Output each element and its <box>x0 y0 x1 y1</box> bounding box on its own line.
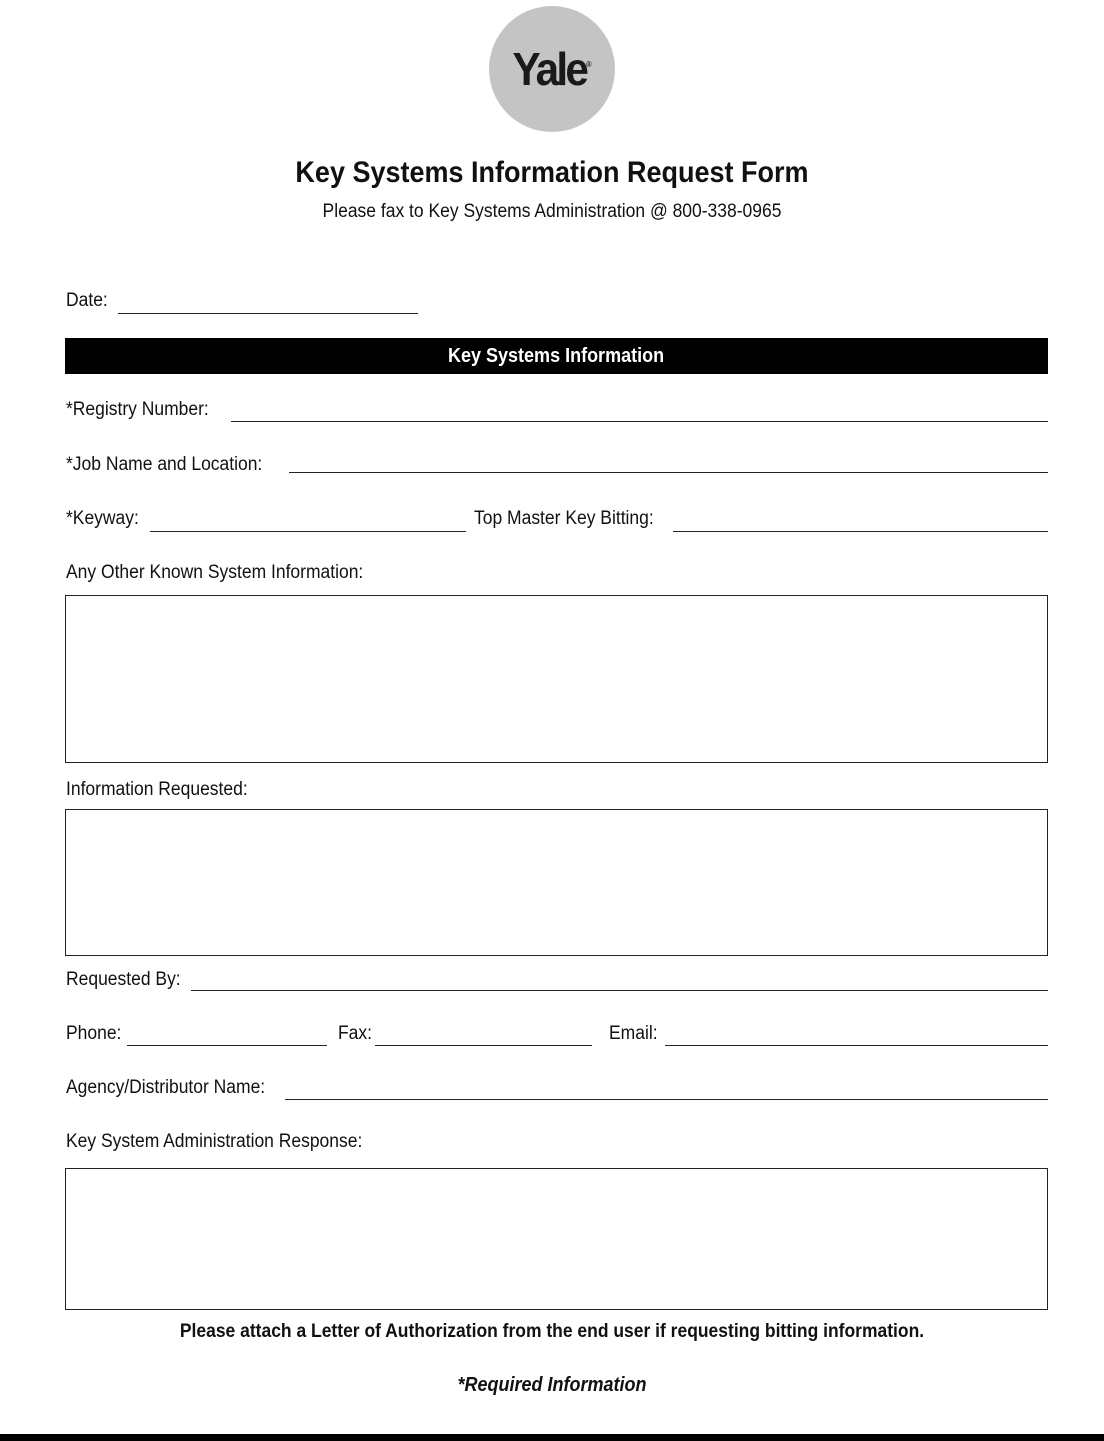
logo-text: Yale® <box>512 43 592 95</box>
authorization-note: Please attach a Letter of Authorization from the end user if requesting bitting information. <box>179 1321 925 1342</box>
other-system-info-label: Any Other Known System Information: <box>66 562 364 583</box>
section-header: Key Systems Information <box>65 338 1048 374</box>
information-requested-label: Information Requested: <box>66 779 248 800</box>
fax-field[interactable] <box>375 1045 592 1046</box>
requested-by-label: Requested By: <box>66 969 181 990</box>
top-master-key-bitting-label: Top Master Key Bitting: <box>474 508 654 529</box>
information-requested-box[interactable] <box>65 809 1048 956</box>
date-field[interactable] <box>118 313 418 314</box>
agency-distributor-label: Agency/Distributor Name: <box>66 1077 266 1098</box>
form-title: Key Systems Information Request Form <box>295 156 809 189</box>
phone-field[interactable] <box>127 1045 327 1046</box>
required-info-note: *Required Information <box>457 1374 647 1396</box>
bottom-border <box>0 1434 1104 1441</box>
keyway-field[interactable] <box>150 531 466 532</box>
fax-label: Fax: <box>338 1023 372 1044</box>
phone-label: Phone: <box>66 1023 122 1044</box>
agency-distributor-field[interactable] <box>285 1099 1048 1100</box>
email-label: Email: <box>609 1023 658 1044</box>
registry-number-label: *Registry Number: <box>66 399 209 420</box>
admin-response-label: Key System Administration Response: <box>66 1131 363 1152</box>
yale-logo <box>489 6 615 132</box>
keyway-label: *Keyway: <box>66 508 139 529</box>
other-system-info-box[interactable] <box>65 595 1048 763</box>
top-master-key-bitting-field[interactable] <box>673 531 1048 532</box>
admin-response-box[interactable] <box>65 1168 1048 1310</box>
date-label: Date: <box>66 290 108 311</box>
requested-by-field[interactable] <box>191 990 1048 991</box>
registry-number-field[interactable] <box>231 421 1048 422</box>
job-name-location-label: *Job Name and Location: <box>66 454 263 475</box>
email-field[interactable] <box>665 1045 1048 1046</box>
job-name-location-field[interactable] <box>289 472 1048 473</box>
form-subtitle: Please fax to Key Systems Administration @ 800-338-0965 <box>322 201 782 222</box>
